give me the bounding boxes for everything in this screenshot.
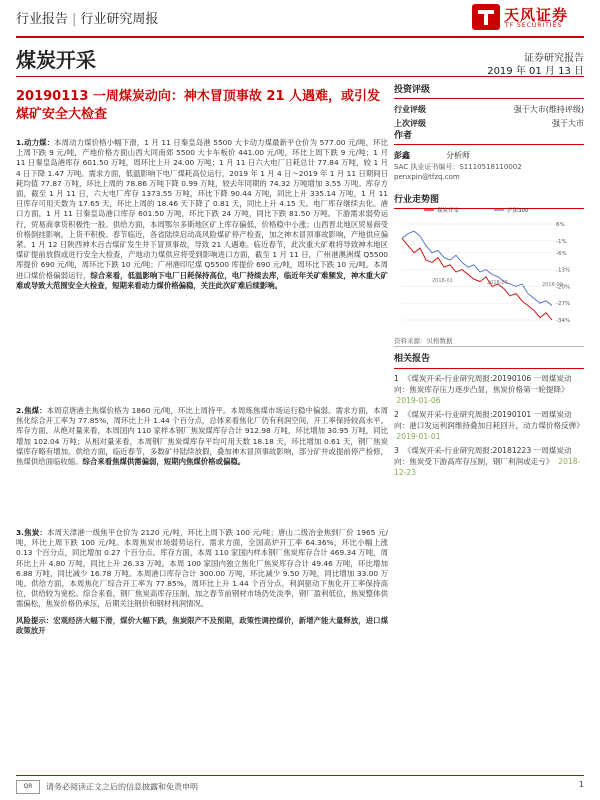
- footer: [16, 780, 198, 794]
- section-title-thermal-coal: 1.动力煤：: [16, 138, 55, 147]
- chart-heading: 行业走势图: [394, 195, 440, 205]
- paragraph-coke: 3.焦炭：本周天津港一级焦平仓价为 2120 元/吨，环比上周下跌 100 元/吨；唐山二级冶金焦到厂价 1965 元/吨，环比上周下跌 100 元/吨。本周焦炭市场弱势运行。需求方面，全国高炉开工率 64.36%，环比小幅上涨 0.13 个百分点，同比增加 0.27 个百分点。库存方面，本周 110 家国内样本钢厂焦炭库存合计 469.34 万吨，周环比上升 4.80 万吨，同比上升 26.33 万吨。本周 100 家国内独立焦化厂焦炭库存合计 49.46 万吨，环比增加 6.88 万吨，同比减少 16.78 万吨。本周港口库存合计 300.00 万吨，环比减少 9.50 万吨，同比增加 33.00 万吨。供给方面，本周焦化厂综合开工率为 77.85%，周环比上升 1.44 个百分点，利润驱动下焦化开工率保持高位，供给较为宽松。综合来看，钢厂焦炭高库存压制，加之春节前钢材市场仍处淡季，钢厂盈利低位，焦炭整体供需偏松，焦炭价格仍承压，后期关注钢价和钢材利润情况。: [16, 528, 388, 609]
- qr-code-icon: QR: [16, 780, 40, 794]
- rating-row-previous: 上次评级 强于大市: [394, 119, 584, 128]
- industry-trend-chart: [394, 202, 584, 332]
- related-item[interactable]: 1 《煤炭开采-行业研究周报:20190106 一周煤炭动向：焦炭库存压力逐步凸显，焦炭价格第一轮提降》 2019-01-06: [394, 374, 572, 405]
- analyst-role: 分析师: [446, 151, 470, 160]
- chart-source: 资料来源：贝格数据: [394, 337, 453, 345]
- rating-row-industry: 行业评级 强于大市(维持评级): [394, 105, 584, 114]
- tf-logo-icon: [472, 4, 500, 30]
- analyst-panel: [394, 128, 584, 181]
- related-heading: 相关报告: [394, 354, 431, 364]
- related-reports: [394, 354, 584, 478]
- top-bar: [0, 0, 600, 36]
- series-line-1: [402, 238, 552, 320]
- header-divider: [16, 36, 584, 38]
- y-tick-label: -34%: [556, 318, 571, 324]
- page-number: 1: [578, 780, 584, 789]
- highlight-thermal-coal: 综合来看，低温影响下电厂日耗保持高位，电厂持续去库，临近年关矿难频发，神木重大矿难或导致大范围安全大检查，短期来看动力煤价格偏稳，关注此次矿难后续影响。: [16, 270, 388, 290]
- report-date: 2019 年 01 月 13 日: [487, 66, 584, 77]
- y-tick-label: -1%: [556, 238, 567, 245]
- logo-cn: 天风证券: [504, 6, 569, 24]
- analyst-heading: 作者: [394, 131, 413, 141]
- rating-panel: [394, 82, 584, 130]
- legend-label: 煤炭开采: [437, 208, 460, 214]
- report-type: 证券研究报告: [524, 53, 584, 64]
- section-title-coke: 3.焦炭：: [16, 528, 47, 537]
- analyst-cert: SAC 执业证书编号：S1110518110002: [394, 163, 522, 171]
- y-tick-label: 6%: [556, 222, 565, 228]
- footer-divider: [16, 775, 584, 776]
- risk-warning: 风险提示：宏观经济大幅下滑，煤价大幅下跌，焦炭限产不及预期，政策性调控煤价，新增产能大量释放，进口煤政策放开: [16, 616, 388, 636]
- x-tick-label: 2018-01: [432, 278, 453, 284]
- title-divider: [16, 76, 584, 77]
- section-title-coking-coal: 2.焦煤：: [16, 406, 47, 415]
- paragraph-coking-coal: 2.焦煤：本周京唐港主焦煤价格为 1860 元/吨，环比上周持平。本周炼焦煤市场运行稳中偏弱。需求方面，本周焦化综合开工率为 77.85%，周环比上升 1.44 个百分点，总体来看焦化厂仍有利润空间，开工率保持较高水平。库存方面，从绝对量来看，本周国内 110 家样本钢厂焦炭煤库存合计 912.98 万吨，环比增加 30.95 万吨，同比增加 102.04 万吨；从相对量来看，本周钢厂焦炭煤库存平均可用天数 18.18 天，环比增加 0.61 天，钢厂焦炭煤库存略有增加。供给方面，临近春节，多数矿井陆续放假，叠加神木冒顶事故影响，部分矿井或提前停产检修，焦煤供给面临收缩。综合来看焦煤供需偏弱，短期内焦煤价格或偏稳。: [16, 406, 388, 467]
- breadcrumb: 行业报告 | 行业研究周报: [16, 12, 159, 27]
- analyst-name: 彭鑫: [394, 151, 410, 160]
- x-tick-label: 2018-05: [487, 280, 508, 286]
- footer-disclaimer: 请务必阅读正文之后的信息披露和免责申明: [46, 782, 198, 792]
- analyst-email[interactable]: penxpin@tfzq.com: [394, 173, 460, 181]
- y-tick-label: -13%: [556, 267, 571, 274]
- logo-en: TF SECURITIES: [505, 22, 563, 29]
- y-tick-label: -20%: [556, 284, 571, 291]
- y-tick-label: -27%: [556, 301, 571, 308]
- breadcrumb-report: 行业报告: [16, 12, 69, 27]
- risk-title: 风险提示：: [16, 616, 54, 625]
- related-item[interactable]: 3 《煤炭开采-行业研究周报:20181223 一周煤炭动向：焦炭受下游高库存压制，钢厂利润或走亏》 2018-12-23: [394, 446, 581, 477]
- x-tick-label: 2018-09: [542, 282, 563, 288]
- brand-logo: [472, 2, 582, 32]
- series-line-2: [402, 231, 552, 305]
- sector-title: 煤炭开采: [16, 48, 96, 72]
- report-title: 20190113 一周煤炭动向：神木冒顶事故 21 人遇难，或引发煤矿安全大检查: [16, 89, 381, 122]
- paragraph-thermal-coal: 1.动力煤：本周动力煤价格小幅下滑，1 月 11 日秦皇岛港 5500 大卡动力煤最新平仓价为 577.00 元/吨，环比上周下跌 9 元/吨，产地价格方面山西大同南郊 5500 大卡车板价 441.00 元/吨，环比上周下跌 9 元/吨；1 月 11 日秦皇岛港库存 601.50 万吨，周环比上升 24.00 万吨；1 月 11 日六大电厂日耗总计 77.84 万吨，较 1 月 4 日下降 1.47 万吨。需求方面，低温影响下电厂煤耗高位运行，2019 年 1 月 4 日～2019 年 1 月 11 日期间日耗均值 77.87 万吨，环比上周的 78.86 万吨下降 0.99 万吨，较去年同期的 74.32 万吨增加 3.55 万吨。库存方面，截至 1 月 11 日，六大电厂库存 1373.55 万吨，环比下降 90.44 万吨，同比上升 335.14 万吨，1 月 11 日库存可用天数为 17.65 天，环比上周的 18.46 天下降了 0.81 天，同比上升 4.15 天。电厂库存继续去化。港口方面，1 月 11 日秦皇岛港口库存 601.50 万吨，环比下跌 24 万吨，同比下跌 81.50 万吨。下游需求弱势运行，贸易商拿货积极性一般。供给方面，本周鄂尔多斯地区矿上库存偏低，价格稳中小涨；山西晋北地区贸易商受价格倒挂影响，上货不积极。春节临近，各省陆续启动高风险煤矿停产检查，加之神木冒顶事故影响，产地供应偏紧。1 月 12 日陕西神木百吉煤矿发生井下冒顶事故，导致 21 人遇难。临近春节，此次重大矿难将导致神木地区煤矿提前放假或进行安全大检查，产地动力煤供应将受到影响进口方面，截至 1 月 11 日，广州港澳洲煤 Q5500 库提价 690 元/吨，周环比下跌 10 元/吨；广州港印尼煤 Q5500 库提价 690 元/吨，周环比下跌 10 元/吨。本周进口煤价格偏弱运行，综合来看，低温影响下电厂日耗保持高位，电厂持续去库，临近年关矿难频发，神木重大矿难或导致大范围安全大检查，短期来看动力煤价格偏稳，关注此次矿难后续影响。: [16, 138, 388, 290]
- rating-heading: 投资评级: [394, 85, 431, 95]
- y-tick-label: -6%: [556, 250, 567, 257]
- highlight-coking-coal: 综合来看焦煤供需偏弱，短期内焦煤价格或偏稳。: [82, 457, 246, 467]
- breadcrumb-weekly: 行业研究周报: [80, 12, 159, 27]
- related-item[interactable]: 2 《煤炭开采-行业研究周报:20190101 一周煤炭动向：港口发运利润维持叠加日耗回升，动力煤价格反弹》 2019-01-01: [394, 410, 584, 441]
- legend-label: 沪深300: [507, 208, 529, 214]
